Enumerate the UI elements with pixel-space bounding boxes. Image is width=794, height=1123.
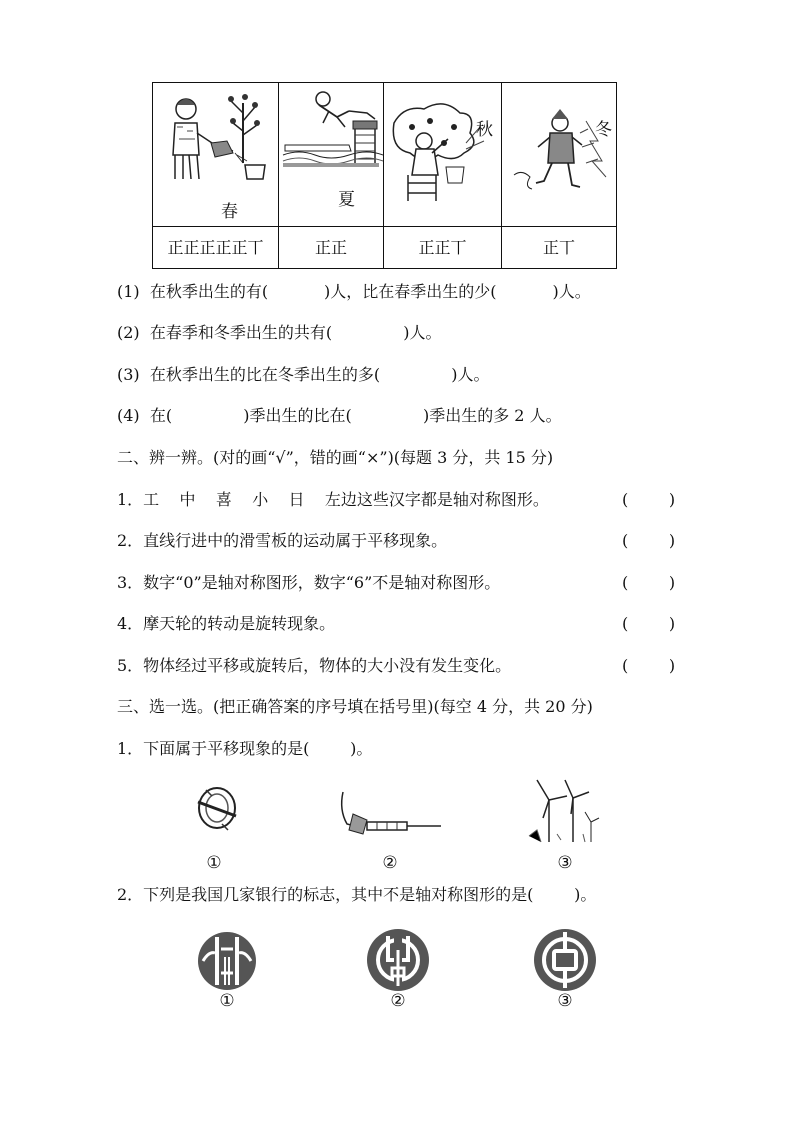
- pushing-syringe-image: [333, 790, 445, 838]
- question-4: (4) 在( )季出生的比在( )季出生的多 2 人。: [117, 406, 562, 425]
- judge-item-4: 4．摩天轮的转动是旋转现象。: [117, 614, 336, 633]
- section-3-heading: 三、选一选。(把正确答案的序号填在括号里)(每空 4 分，共 20 分): [117, 697, 593, 716]
- citic-bank-logo: [197, 931, 257, 991]
- judge-item-2: 2．直线行进中的滑雪板的运动属于平移现象。: [117, 531, 448, 550]
- spring-cell: [153, 83, 279, 227]
- season-label-winter: 冬: [595, 120, 612, 140]
- option-3-label: ③: [557, 853, 573, 873]
- winter-cell: [502, 83, 617, 227]
- option-1-label: ①: [206, 853, 222, 873]
- section-2-heading: 二、辨一辨。(对的画“√”，错的画“×”)(每题 3 分，共 15 分): [117, 448, 554, 467]
- summer-illustration: [279, 83, 383, 226]
- logo-3-label: ③: [557, 991, 573, 1011]
- judge-item-5: 5．物体经过平移或旋转后，物体的大小没有发生变化。: [117, 656, 512, 675]
- agricultural-bank-logo: [366, 928, 430, 992]
- tally-autumn: 正正丅: [384, 227, 502, 269]
- season-label-spring: 春: [221, 202, 238, 222]
- question-1: (1) 在秋季出生的有( )人，比在春季出生的少( )人。: [117, 282, 591, 301]
- question-3: (3) 在秋季出生的比在冬季出生的多( )人。: [117, 365, 490, 384]
- answer-paren-2[interactable]: ( ): [622, 531, 676, 550]
- logo-1-label: ①: [219, 991, 235, 1011]
- judge-item-3: 3．数字“0”是轴对称图形，数字“6”不是轴对称图形。: [117, 573, 501, 592]
- tally-winter: 正丅: [502, 227, 617, 269]
- judge-item-1: 1．工 中 喜 小 日 左边这些汉字都是轴对称图形。: [117, 490, 549, 509]
- season-tally-table: [152, 82, 617, 269]
- answer-paren-4[interactable]: ( ): [622, 614, 676, 633]
- answer-paren-3[interactable]: ( ): [622, 573, 676, 592]
- logo-2-label: ②: [390, 991, 406, 1011]
- option-2-label: ②: [382, 853, 398, 873]
- autumn-cell: [384, 83, 502, 227]
- autumn-illustration: [384, 83, 501, 226]
- tally-spring: 正正正正正丅: [153, 227, 279, 269]
- spinning-top-image: [192, 782, 242, 838]
- winter-illustration: [502, 83, 616, 226]
- answer-paren-1[interactable]: ( ): [622, 490, 676, 509]
- season-label-autumn: 秋: [476, 120, 493, 140]
- question-2: (2) 在春季和冬季出生的共有( )人。: [117, 323, 442, 342]
- wind-turbines-image: [527, 774, 603, 844]
- choice-question-1: 1．下面属于平移现象的是( )。: [117, 739, 373, 758]
- choice-question-2: 2．下列是我国几家银行的标志，其中不是轴对称图形的是( )。: [117, 885, 597, 904]
- tally-summer: 正正: [279, 227, 384, 269]
- season-label-summer: 夏: [338, 190, 355, 210]
- answer-paren-5[interactable]: ( ): [622, 656, 676, 675]
- spring-illustration: [153, 83, 278, 226]
- bank-of-china-logo: [533, 928, 597, 992]
- summer-cell: [279, 83, 384, 227]
